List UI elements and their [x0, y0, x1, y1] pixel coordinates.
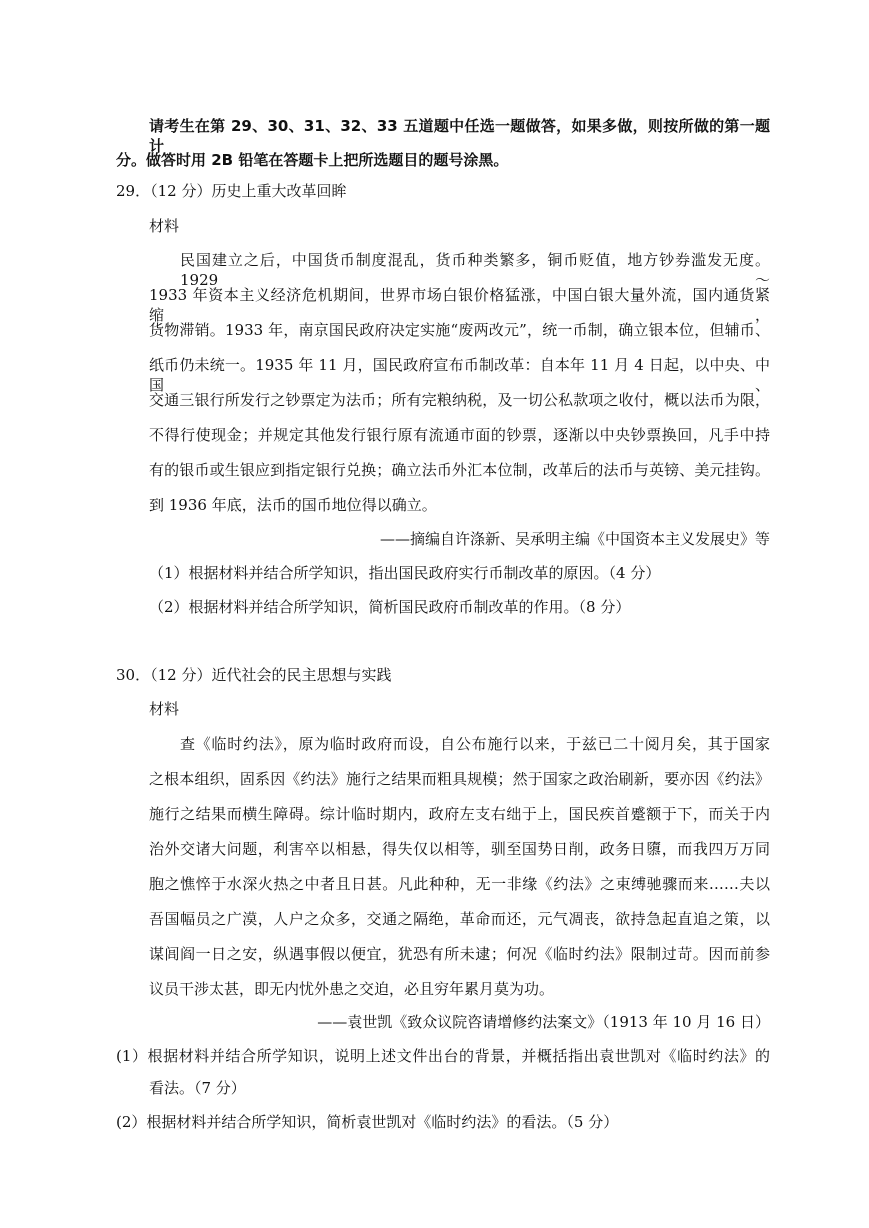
instruction-line-1: 请考生在第 29、30、31、32、33 五道题中任选一题做答，如果多做，则按所做的第一题计: [149, 117, 770, 155]
q30-sub-question-1-cont: 看法。（7 分）: [149, 1079, 246, 1097]
q29-source: ——摘编自许涤新、吴承明主编《中国资本主义发展史》等: [379, 530, 770, 548]
q30-sub-question-2: (2）根据材料并结合所学知识，简析袁世凯对《临时约法》的看法。（5 分）: [116, 1113, 619, 1131]
q30-para-line: 谋闾阎一日之安，纵遇事假以便宜，犹恐有所未逮；何况《临时约法》限制过苛。因而前参: [149, 945, 770, 963]
q29-para-line: 到 1936 年底，法币的国币地位得以确立。: [149, 496, 437, 514]
q30-para-line: 之根本组织，固系因《约法》施行之结果而粗具规模；然于国家之政治刷新，要亦因《约法》: [149, 770, 770, 788]
q29-para-line: 不得行使现金；并规定其他发行银行原有流通市面的钞票，逐渐以中央钞票换回，凡手中持: [149, 426, 770, 444]
q30-source: ——袁世凯《致众议院咨请增修约法案文》（1913 年 10 月 16 日）: [317, 1013, 770, 1031]
q30-para-line: 治外交诸大问题，利害卒以相悬，得失仅以相等，驯至国势日削，政务日隳，而我四万万同: [149, 840, 770, 858]
q30-para-line: 查《临时约法》，原为临时政府而设，自公布施行以来，于兹已二十阅月矣，其于国家: [180, 735, 770, 753]
q29-para-line: 货物滞销。1933 年，南京国民政府决定实施“废两改元”，统一币制，确立银本位，但辅币、: [149, 321, 770, 339]
q29-para-line: 纸币仍未统一。1935 年 11 月，国民政府宣布币制改革：自本年 11 月 4 日起，以中央、中国、: [149, 356, 770, 394]
q30-material-label: 材料: [149, 700, 180, 718]
q29-sub-question-1: （1）根据材料并结合所学知识，指出国民政府实行币制改革的原因。（4 分）: [149, 564, 661, 582]
q29-material-label: 材料: [149, 217, 180, 235]
q29-para-line: 交通三银行所发行之钞票定为法币；所有完粮纳税，及一切公私款项之收付，概以法币为限，: [149, 391, 770, 409]
q29-para-line: 民国建立之后，中国货币制度混乱，货币种类繁多，铜币贬值，地方钞券滥发无度。1929～: [180, 251, 770, 289]
q30-para-line: 议员干涉太甚，即无内忧外患之交迫，必且穷年累月莫为功。: [149, 980, 555, 998]
q30-heading: 30．（12 分）近代社会的民主思想与实践: [116, 666, 392, 684]
instruction-line-2: 分。做答时用 2B 铅笔在答题卡上把所选题目的题号涂黑。: [116, 151, 509, 169]
q30-para-line: 施行之结果而横生障碍。综计临时期内，政府左支右绌于上，国民疾首蹙额于下，而关于内: [149, 805, 770, 823]
q29-heading: 29．（12 分）历史上重大改革回眸: [116, 182, 347, 200]
q29-sub-question-2: （2）根据材料并结合所学知识，简析国民政府币制改革的作用。（8 分）: [149, 598, 631, 616]
q30-sub-question-1: (1）根据材料并结合所学知识，说明上述文件出台的背景，并概括指出袁世凯对《临时约法》的: [116, 1047, 770, 1065]
q30-para-line: 胞之憔悴于水深火热之中者且日甚。凡此种种，无一非缘《约法》之束缚驰骤而来……夫以: [149, 875, 770, 893]
q29-para-line: 有的银币或生银应到指定银行兑换；确立法币外汇本位制，改革后的法币与英镑、美元挂钩。: [149, 461, 770, 479]
q30-para-line: 吾国幅员之广漠，人户之众多，交通之隔绝，革命而还，元气凋丧，欲持急起直追之策，以: [149, 910, 770, 928]
q29-para-line: 1933 年资本主义经济危机期间，世界市场白银价格猛涨，中国白银大量外流，国内通货紧缩，: [149, 286, 770, 324]
